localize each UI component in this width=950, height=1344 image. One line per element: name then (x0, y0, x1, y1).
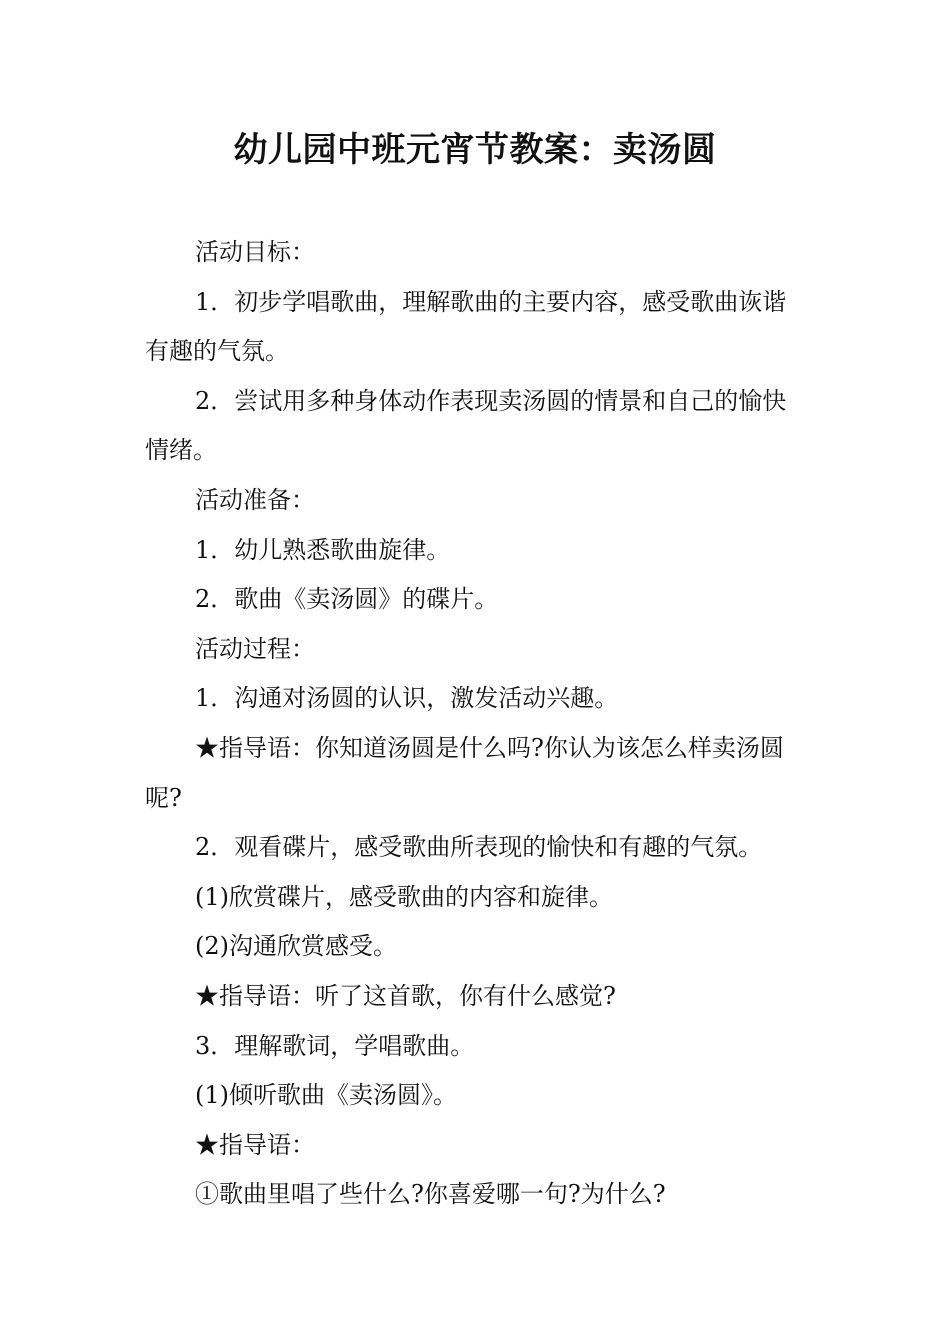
paragraph-guidance-3: ★指导语： (195, 1130, 315, 1159)
paragraph-heading-goals: 活动目标： (195, 238, 315, 266)
paragraph-process-1: 1．沟通对汤圆的认识，激发活动兴趣。 (195, 684, 619, 713)
paragraph-guidance-1: ★指导语：你知道汤圆是什么吗?你认为该怎么样卖汤圆呢? (145, 733, 784, 812)
paragraph-preparation-2: 2．歌曲《卖汤圆》的碟片。 (195, 585, 499, 614)
paragraph-preparation-1: 1．幼儿熟悉歌曲旋律。 (195, 535, 451, 564)
paragraph-heading-preparation: 活动准备： (195, 485, 315, 514)
paragraph-process-2: 2．观看碟片，感受歌曲所表现的愉快和有趣的气氛。 (195, 833, 763, 862)
paragraph-process-3-1: (1)倾听歌曲《卖汤圆》。 (195, 1081, 457, 1110)
paragraph-goal-2: 2．尝试用多种身体动作表现卖汤圆的情景和自己的愉快情绪。 (145, 386, 787, 465)
paragraph-process-3: 3．理解歌词，学唱歌曲。 (195, 1031, 475, 1060)
document-title: 幼儿园中班元宵节教案：卖汤圆 (233, 130, 717, 170)
paragraph-process-2-1: (1)欣赏碟片，感受歌曲的内容和旋律。 (195, 882, 613, 911)
document-body (145, 228, 807, 1220)
paragraph-guidance-2: ★指导语：听了这首歌，你有什么感觉? (195, 981, 616, 1010)
paragraph-heading-process: 活动过程： (195, 634, 315, 663)
paragraph-question-1: ①歌曲里唱了些什么?你喜爱哪一句?为什么? (195, 1180, 666, 1209)
paragraph-process-2-2: (2)沟通欣赏感受。 (195, 932, 397, 961)
paragraph-goal-1: 1．初步学唱歌曲，理解歌曲的主要内容，感受歌曲诙谐有趣的气氛。 (145, 287, 787, 366)
